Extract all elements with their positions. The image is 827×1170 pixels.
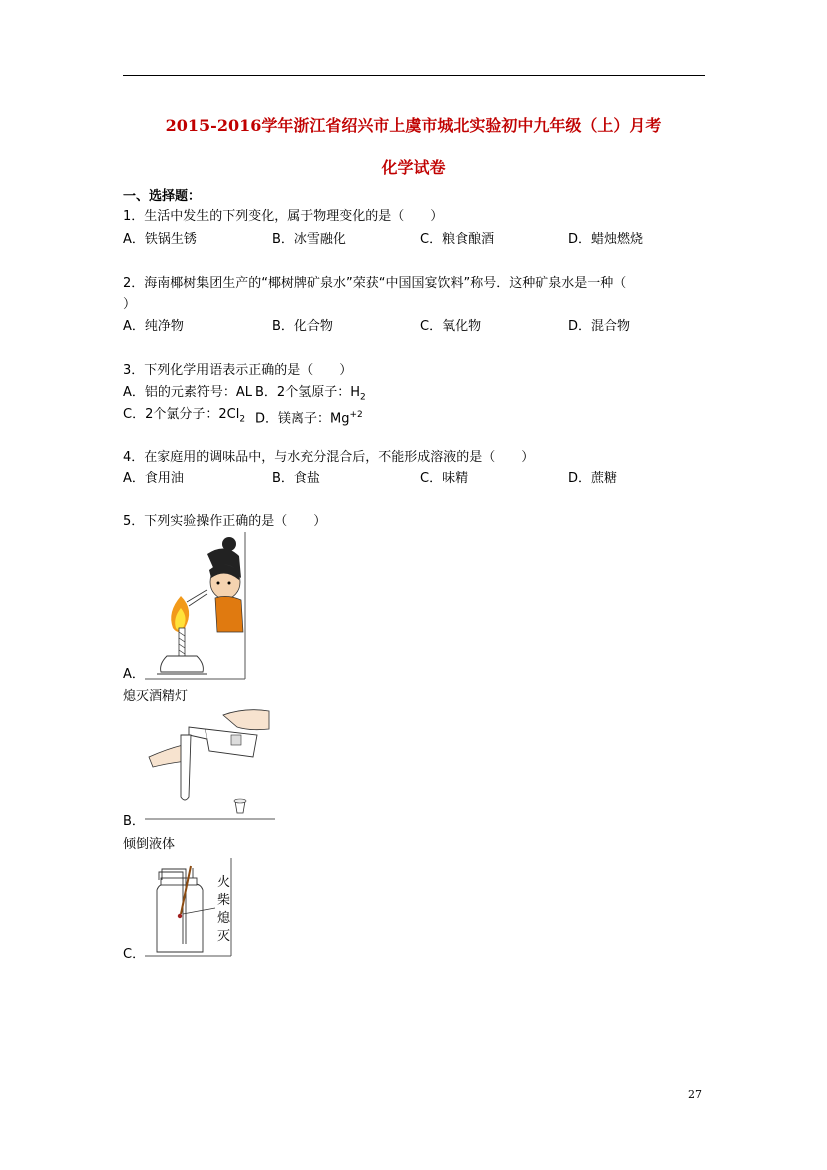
section-heading: 一、选择题：	[123, 189, 202, 204]
q2-option-b: B．化合物	[272, 319, 333, 334]
q5-option-b-label: B．	[123, 814, 145, 829]
q4-option-a: A．食用油	[123, 471, 184, 486]
q3-option-b: B．2个氢原子：$H_2$	[255, 385, 366, 403]
q1-option-d: D．蜡烛燃烧	[568, 232, 644, 247]
q5-option-a-caption: 熄灭酒精灯	[123, 689, 189, 704]
header-rule	[123, 75, 705, 76]
question-2-stem-cont: ）	[123, 297, 137, 312]
question-1-stem: 1．生活中发生的下列变化，属于物理变化的是（ ）	[123, 209, 444, 224]
page-number: 27	[688, 1088, 702, 1101]
q2-option-a: A．纯净物	[123, 319, 184, 334]
q4-option-d: D．蔗糖	[568, 471, 618, 486]
q2-option-c: C．氧化物	[420, 319, 482, 334]
q4-option-c: C．味精	[420, 471, 469, 486]
question-4-stem: 4．在家庭用的调味品中，与水充分混合后，不能形成溶液的是（ ）	[123, 450, 535, 465]
question-3-stem: 3．下列化学用语表示正确的是（ ）	[123, 363, 353, 378]
q5-option-b-caption: 倾倒液体	[123, 837, 176, 852]
q1-option-b: B．冰雪融化	[272, 232, 346, 247]
match-extinguished-label: 火柴熄灭	[217, 875, 231, 944]
q2-option-d: D．混合物	[568, 319, 631, 334]
blowing-out-lamp-illustration	[145, 532, 247, 680]
q3-option-d: D．镁离子：$Mg^{+2}$	[255, 410, 363, 427]
q5-option-c-label: C．	[123, 947, 146, 962]
q1-option-c: C．粮食酿酒	[420, 232, 495, 247]
pouring-liquid-illustration	[145, 705, 275, 820]
question-5-stem: 5．下列实验操作正确的是（ ）	[123, 514, 327, 529]
q4-option-b: B．食盐	[272, 471, 320, 486]
q3-option-c: C．2个氯分子：$2Cl_2$	[123, 407, 246, 425]
q3-option-a: A．铝的元素符号：AL	[123, 385, 253, 400]
question-2-stem: 2．海南椰树集团生产的“椰树牌矿泉水”荣获“中国国宴饮料”称号．这种矿泉水是一种（	[123, 276, 627, 291]
page-title-line2: 化学试卷	[381, 158, 446, 177]
q5-option-a-label: A．	[123, 667, 145, 682]
q1-option-a: A．铁锅生锈	[123, 232, 197, 247]
page-title: 2015-2016学年浙江省绍兴市上虞市城北实验初中九年级（上）月考	[165, 116, 662, 135]
